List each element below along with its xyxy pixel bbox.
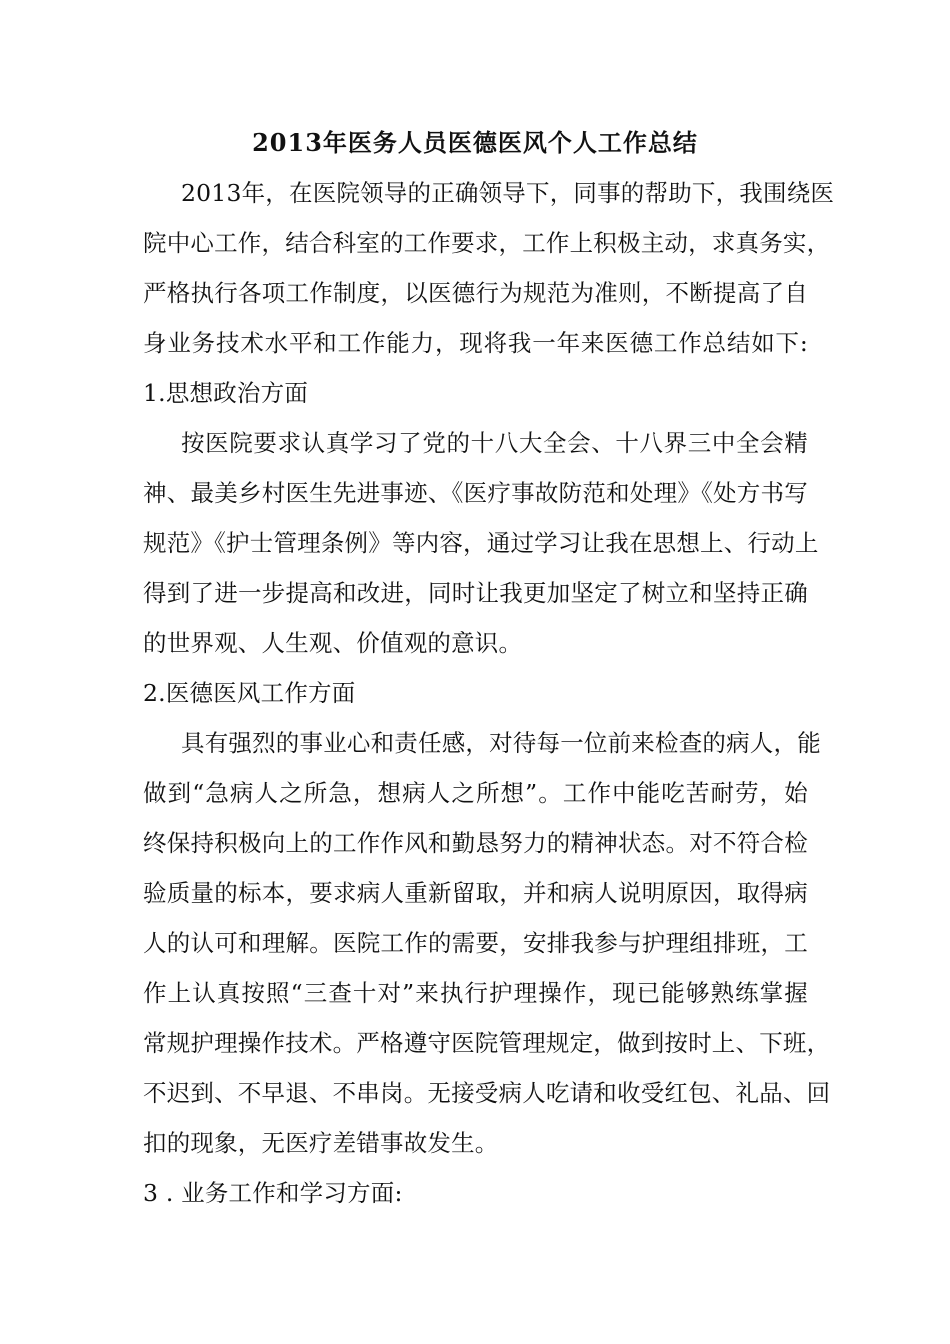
paragraph-line: 人的认可和理解。医院工作的需要，安排我参与护理组排班，工 [143,929,808,957]
paragraph-line: 2013年，在医院领导的正确领导下，同事的帮助下，我围绕医 [181,179,835,207]
paragraph-line: 身业务技术水平和工作能力，现将我一年来医德工作总结如下: [143,329,808,357]
paragraph-line: 做到“急病人之所急，想病人之所想”。工作中能吃苦耐劳，始 [143,779,808,807]
paragraph-line: 规范》《护士管理条例》等内容，通过学习让我在思想上、行动上 [143,529,819,557]
paragraph-line: 得到了进一步提高和改进，同时让我更加坚定了树立和坚持正确 [143,579,808,607]
document-title: 2013年医务人员医德医风个人工作总结 [252,128,698,157]
paragraph-line: 扣的现象，无医疗差错事故发生。 [143,1129,499,1157]
paragraph-line: 不迟到、不早退、不串岗。无接受病人吃请和收受红包、礼品、回 [143,1079,831,1107]
section-heading-1: 1.思想政治方面 [143,379,309,407]
paragraph-line: 严格执行各项工作制度，以医德行为规范为准则，不断提高了自 [143,279,808,307]
section-heading-2: 2.医德医风工作方面 [143,679,356,707]
paragraph-line: 院中心工作，结合科室的工作要求，工作上积极主动，求真务实， [143,229,831,257]
paragraph-line: 按医院要求认真学习了党的十八大全会、十八界三中全会精 [181,429,808,457]
paragraph-line: 具有强烈的事业心和责任感，对待每一位前来检查的病人，能 [181,729,821,757]
paragraph-line: 的世界观、人生观、价值观的意识。 [143,629,523,657]
paragraph-line: 常规护理操作技术。严格遵守医院管理规定，做到按时上、下班， [143,1029,831,1057]
section-heading-3: 3 . 业务工作和学习方面: [143,1179,403,1207]
paragraph-line: 神、最美乡村医生先进事迹、《医疗事故防范和处理》《处方书写 [143,479,808,507]
paragraph-line: 验质量的标本，要求病人重新留取，并和病人说明原因，取得病 [143,879,808,907]
paragraph-line: 终保持积极向上的工作作风和勤恳努力的精神状态。对不符合检 [143,829,808,857]
paragraph-line: 作上认真按照“三查十对”来执行护理操作，现已能够熟练掌握 [143,979,808,1007]
